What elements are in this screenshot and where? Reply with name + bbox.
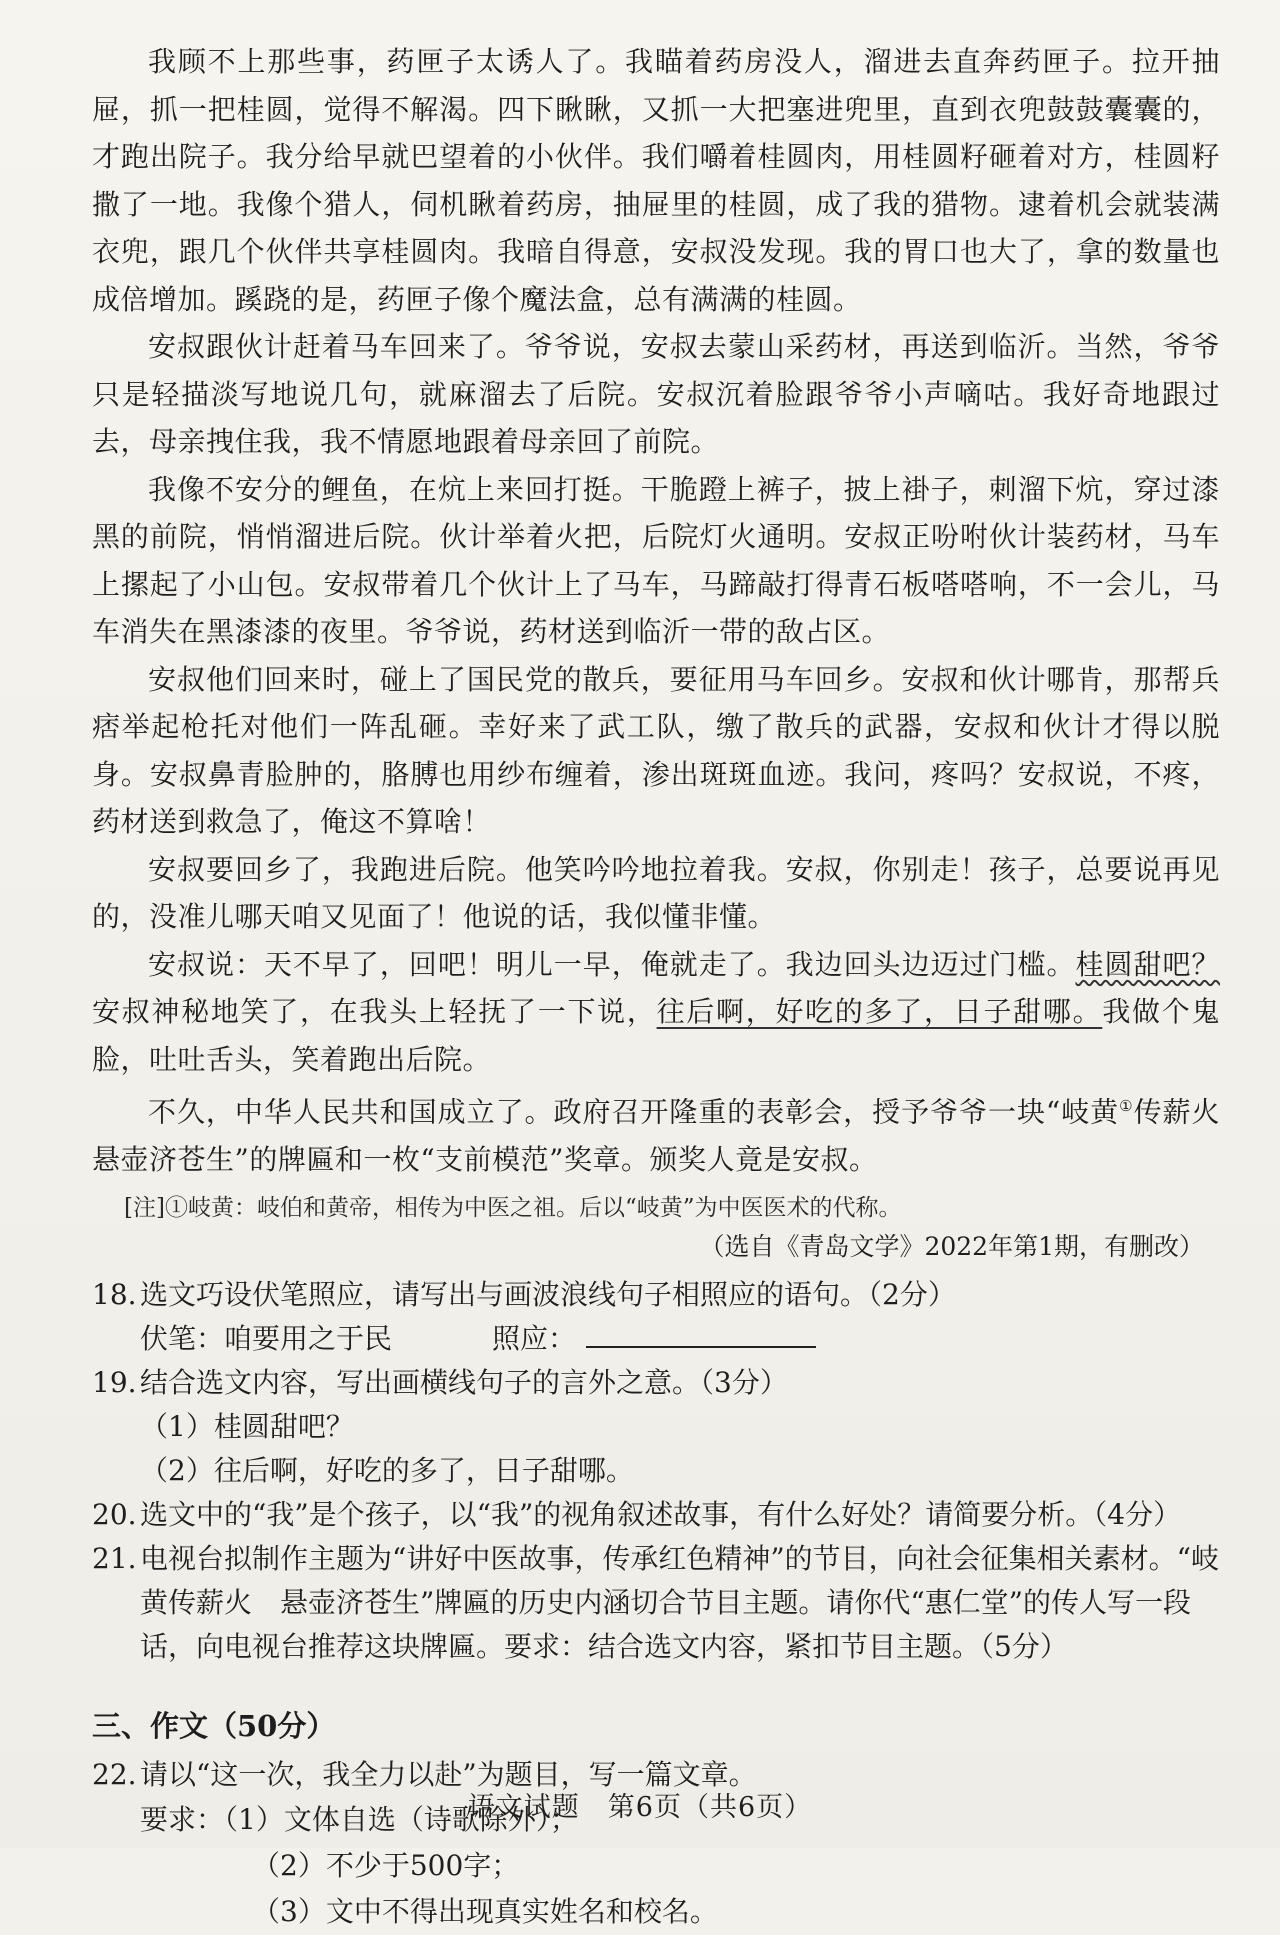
requirement-label: 要求：	[140, 1803, 225, 1837]
story-p4: 安叔他们回来时，碰上了国民党的散兵，要征用马车回乡。安叔和伙计哪肯，那帮兵痞举起枪托对他们一阵乱砸。幸好来了武工队，缴了散兵的武器，安叔和伙计才得以脱身。安叔鼻青脸肿的，胳膊也用纱布缠着，渗出斑斑血迹。我问，疼吗？安叔说，不疼，药材送到救急了，俺这不算啥！	[92, 662, 1220, 838]
story-paragraph-2	[92, 323, 1220, 466]
story-paragraph-7	[92, 1083, 1249, 1183]
requirement-2: （2）不少于500字；	[252, 1849, 520, 1883]
question-text: 选文中的“我”是个孩子，以“我”的视角叙述故事，有什么好处？请简要分析。（4分）	[140, 1498, 1182, 1532]
question-text: 结合选文内容，写出画横线句子的言外之意。（3分）	[140, 1366, 788, 1400]
story-p3: 我像不安分的鲤鱼，在炕上来回打挺。干脆蹬上裤子，披上褂子，刺溜下炕，穿过漆黑的前院，悄悄溜进后院。伙计举着火把，后院灯火通明。安叔正吩咐伙计装药材，马车上摞起了小山包。安叔带着几个伙计上了马车，马蹄敲打得青石板嗒嗒响，不一会儿，马车消失在黑漆漆的夜里。爷爷说，药材送到临沂一带的敌占区。	[92, 472, 1220, 648]
question-18	[92, 1273, 1220, 1317]
story-p1-prefix: 我顾不上那些事，药匣子太诱人了。我瞄着药房没人，溜进去直奔药匣子。拉开抽屉，	[92, 45, 1220, 126]
story-p6-prefix: 安叔说：天不早了，回吧！明儿一早，俺就走了。我边回头边迈过门槛。	[148, 947, 1076, 981]
section-title: 三、作文（50分）	[92, 1709, 336, 1744]
question-text: 请以“这一次，我全力以赴”为题目，写一篇文章。	[140, 1758, 757, 1792]
story-paragraph-4	[92, 656, 1220, 846]
q18-sub	[140, 1317, 1220, 1361]
story-p1: 抓一把桂圆，觉得不解渴。四下瞅瞅，又抓一大把塞进兜里，直到衣兜鼓鼓囊囊的，才跑出院子。我分给早就巴望着的小伙伴。我们嚼着桂圆肉，用桂圆籽砸着对方，桂圆籽撒了一地。我像个猎人，伺机瞅着药房，抽屉里的桂圆，成了我的猎物。逮着机会就装满衣兜，跟几个伙伴共享桂圆肉。我暗自得意，安叔没发现。我的胃口也大了，拿的数量也成倍增加。蹊跷的是，药匣子像个魔法盒，总有满满的桂圆。	[92, 92, 1220, 316]
answer-blank[interactable]	[586, 1322, 816, 1348]
question-number: 20.	[92, 1498, 137, 1532]
story-p7-prefix: 不久，中华人民共和国成立了。政府召开隆重的表彰会，授予爷爷一块“岐黄	[148, 1095, 1120, 1129]
question-text: 电视台拟制作主题为“讲好中医故事，传承红色精神”的节目，向社会征集相关素材。“岐黄传薪火 悬壶济苍生”牌匾的历史内涵切合节目主题。请你代“惠仁堂”的传人写一段话，向电视台推荐这块牌匾。要求：结合选文内容，紧扣节目主题。（5分）	[140, 1542, 1219, 1664]
requirement-3: （3）文中不得出现真实姓名和校名。	[252, 1895, 718, 1929]
q18-zhaoying-label: 照应：	[492, 1322, 577, 1356]
story-paragraph-3	[92, 466, 1220, 656]
footnote: [注]①岐黄：岐伯和黄帝，相传为中医之祖。后以“岐黄”为中医医术的代称。	[124, 1195, 902, 1222]
footnote-marker: ①	[1119, 1097, 1134, 1115]
question-21	[92, 1537, 1220, 1669]
story-paragraph-5	[92, 846, 1220, 941]
story-p7-suffix: 传薪火 悬壶济苍生”的牌匾和一枚“支前模范”奖章。颁奖人竟是安叔。	[92, 1095, 1249, 1176]
question-number: 18.	[92, 1278, 137, 1312]
q18-fubi: 伏笔：咱要用之于民	[140, 1322, 393, 1356]
source-citation: （选自《青岛文学》2022年第1期，有删改）	[699, 1232, 1204, 1262]
wavy-underlined-sentence: 桂圆甜吧？	[1075, 947, 1220, 981]
question-number: 22.	[92, 1758, 137, 1792]
story-p5: 安叔要回乡了，我跑进后院。他笑吟吟地拉着我。安叔，你别走！孩子，总要说再见的，没准儿哪天咱又见面了！他说的话，我似懂非懂。	[92, 852, 1220, 933]
story-paragraph-1	[92, 38, 1220, 323]
question-19	[92, 1361, 1220, 1405]
question-number: 21.	[92, 1542, 137, 1576]
page-footer: 语文试题 第6页（共6页）	[467, 1792, 813, 1823]
story-p6-suffix: 我做个鬼脸，吐吐舌头，笑着跑出后院。	[92, 995, 1220, 1076]
question-text: 选文巧设伏笔照应，请写出与画波浪线句子相照应的语句。（2分）	[140, 1278, 956, 1312]
question-20	[92, 1493, 1220, 1537]
q19-sub-2: （2）往后啊，好吃的多了，日子甜哪。	[140, 1454, 634, 1488]
story-p2: 安叔跟伙计赶着马车回来了。爷爷说，安叔去蒙山采药材，再送到临沂。当然，爷爷只是轻描淡写地说几句，就麻溜去了后院。安叔沉着脸跟爷爷小声嘀咕。我好奇地跟过去，母亲拽住我，我不情愿地跟着母亲回了前院。	[92, 330, 1220, 458]
requirement-1: （1）文体自选（诗歌除外）；	[224, 1803, 578, 1837]
underlined-sentence: 往后啊，好吃的多了，日子甜哪。	[656, 995, 1103, 1028]
q19-sub-1: （1）桂圆甜吧？	[140, 1410, 354, 1444]
story-p6-mid: 安叔神秘地笑了，在我头上轻抚了一下说，	[92, 995, 657, 1028]
story-paragraph-6	[92, 941, 1220, 1084]
question-number: 19.	[92, 1366, 137, 1400]
